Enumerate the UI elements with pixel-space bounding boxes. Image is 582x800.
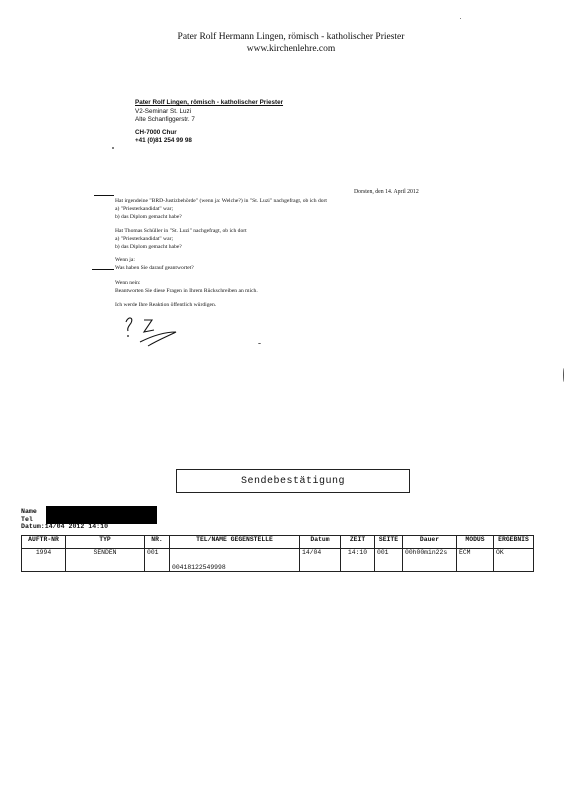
closing-line: Ich werde Ihre Reaktion öffentlich würdigen. — [115, 302, 217, 308]
question-2a: a) "Priesterkandidat" war; — [115, 236, 173, 242]
column-header: TYP — [66, 536, 145, 549]
margin-dash — [94, 195, 114, 196]
recipient-address-line-2: Alte Schanfiggerstr. 7 — [135, 116, 195, 123]
fax-title-text: Sendebestätigung — [240, 475, 345, 487]
scan-speck — [460, 18, 461, 19]
fax-name-label: Name — [21, 508, 37, 515]
question-1b: b) das Diplom gemacht habe? — [115, 214, 182, 220]
cell-zeit: 14:10 — [341, 549, 375, 572]
cell-typ: SENDEN — [66, 549, 145, 572]
column-header: ERGEBNIS — [494, 536, 534, 549]
column-header: Dauer — [403, 536, 457, 549]
recipient-phone: +41 (0)81 254 99 98 — [135, 137, 192, 144]
recipient-address-line-1: V2-Seminar St. Luzi — [135, 108, 191, 115]
letterhead-website: www.kirchenlehre.com — [246, 44, 336, 54]
question-1a: a) "Priesterkandidat" war; — [115, 206, 173, 212]
scan-speck — [258, 343, 261, 344]
column-header: Datum — [300, 536, 341, 549]
column-header: MODUS — [457, 536, 494, 549]
fax-confirmation-title — [176, 469, 410, 493]
margin-dash — [92, 269, 114, 270]
column-header: ZEIT — [341, 536, 375, 549]
cell-nr: 001 — [145, 549, 170, 572]
column-header: NR. — [145, 536, 170, 549]
redacted-bar — [46, 506, 157, 524]
fax-report-table — [21, 535, 534, 572]
letterhead-name: Pater Rolf Hermann Lingen, römisch - katholischer Priester — [177, 32, 405, 42]
table-header-row — [22, 536, 534, 549]
recipient-name-line: Pater Rolf Lingen, römisch - katholischer Priester — [135, 99, 284, 106]
letter-date: Dorsten, den 14. April 2012 — [354, 189, 419, 195]
scan-speck — [112, 147, 114, 149]
if-no-instruction: Beantworten Sie diese Fragen in Ihrem Rückschreiben an mich. — [115, 288, 258, 294]
cell-modus: ECM — [457, 549, 494, 572]
cell-datum: 14/04 — [300, 549, 341, 572]
column-header: TEL/NAME GEGENSTELLE — [170, 536, 300, 549]
cell-seite: 001 — [375, 549, 403, 572]
cell-ergebnis: OK — [494, 549, 534, 572]
signature — [118, 312, 198, 350]
column-header: AUFTR-NR — [22, 536, 66, 549]
question-1: Hat irgendeine "BRD-Justizbehörde" (wenn ja: Welche?) in "St. Luzi" nachgefragt, ob ich dort — [115, 198, 327, 204]
recipient-city: CH-7000 Chur — [135, 129, 177, 136]
if-no-label: Wenn nein: — [115, 280, 141, 286]
fax-datum-line: Datum:14/04 2012 14:10 — [21, 523, 109, 530]
cell-tel: 00418122549998 — [170, 549, 300, 572]
if-yes-question: Was haben Sie darauf geantwortet? — [115, 265, 194, 271]
question-2b: b) das Diplom gemacht habe? — [115, 244, 182, 250]
scan-speck — [563, 368, 564, 382]
fax-tel-label: Tel — [21, 516, 33, 523]
column-header: SEITE — [375, 536, 403, 549]
cell-dauer: 00h00min22s — [403, 549, 457, 572]
table-row — [22, 549, 534, 572]
cell-auftr-nr: 1994 — [22, 549, 66, 572]
if-yes-label: Wenn ja: — [115, 257, 135, 263]
question-2: Hat Thomas Schüller in "St. Luzi" nachgefragt, ob ich dort — [115, 228, 247, 234]
